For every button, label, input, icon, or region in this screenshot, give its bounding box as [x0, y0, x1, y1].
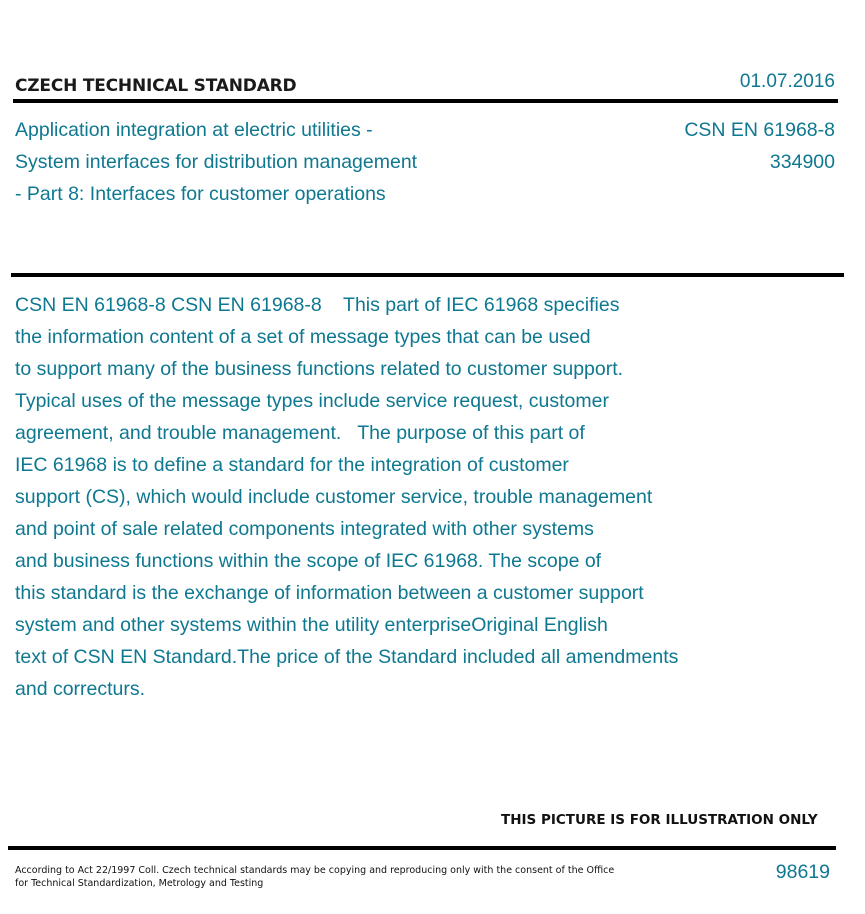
- legal-notice-line: for Technical Standardization, Metrology and Testing: [15, 878, 264, 889]
- legal-notice-line: According to Act 22/1997 Coll. Czech technical standards may be copying and reproducing only with the consent of the Office: [15, 865, 615, 876]
- header-divider: [13, 99, 838, 103]
- description-line: and correcturs.: [15, 678, 146, 700]
- standard-title: [15, 114, 417, 210]
- description-line: the information content of a set of message types that can be used: [15, 326, 591, 348]
- description-line: agreement, and trouble management. The purpose of this part of: [15, 422, 585, 444]
- description-line: text of CSN EN Standard.The price of the Standard included all amendments: [15, 646, 679, 668]
- description-line: CSN EN 61968-8 CSN EN 61968-8 This part of IEC 61968 specifies: [15, 294, 620, 316]
- footer-divider: [8, 846, 836, 850]
- description-line: and point of sale related components integrated with other systems: [15, 518, 594, 540]
- illustration-notice: THIS PICTURE IS FOR ILLUSTRATION ONLY: [501, 812, 818, 828]
- title-divider: [11, 273, 844, 277]
- document-number: 98619: [775, 861, 830, 883]
- standard-code: CSN EN 61968-8: [684, 119, 835, 141]
- class-number: 334900: [769, 151, 835, 173]
- description-line: Typical uses of the message types include service request, customer: [15, 390, 609, 412]
- standard-description: [15, 289, 678, 705]
- legal-notice: [15, 864, 614, 890]
- description-line: support (CS), which would include customer service, trouble management: [15, 486, 653, 508]
- standard-title-line: Application integration at electric utilities -: [15, 119, 373, 141]
- description-line: IEC 61968 is to define a standard for the integration of customer: [15, 454, 569, 476]
- description-line: and business functions within the scope of IEC 61968. The scope of: [15, 550, 602, 572]
- description-line: to support many of the business functions related to customer support.: [15, 358, 624, 380]
- publication-date: 01.07.2016: [739, 71, 835, 92]
- standard-title-line: - Part 8: Interfaces for customer operations: [15, 183, 386, 205]
- standard-title-line: System interfaces for distribution management: [15, 151, 418, 173]
- description-line: system and other systems within the utility enterpriseOriginal English: [15, 614, 608, 636]
- description-line: this standard is the exchange of information between a customer support: [15, 582, 644, 604]
- document-type-label: CZECH TECHNICAL STANDARD: [15, 76, 297, 96]
- standard-identifiers: [684, 114, 835, 178]
